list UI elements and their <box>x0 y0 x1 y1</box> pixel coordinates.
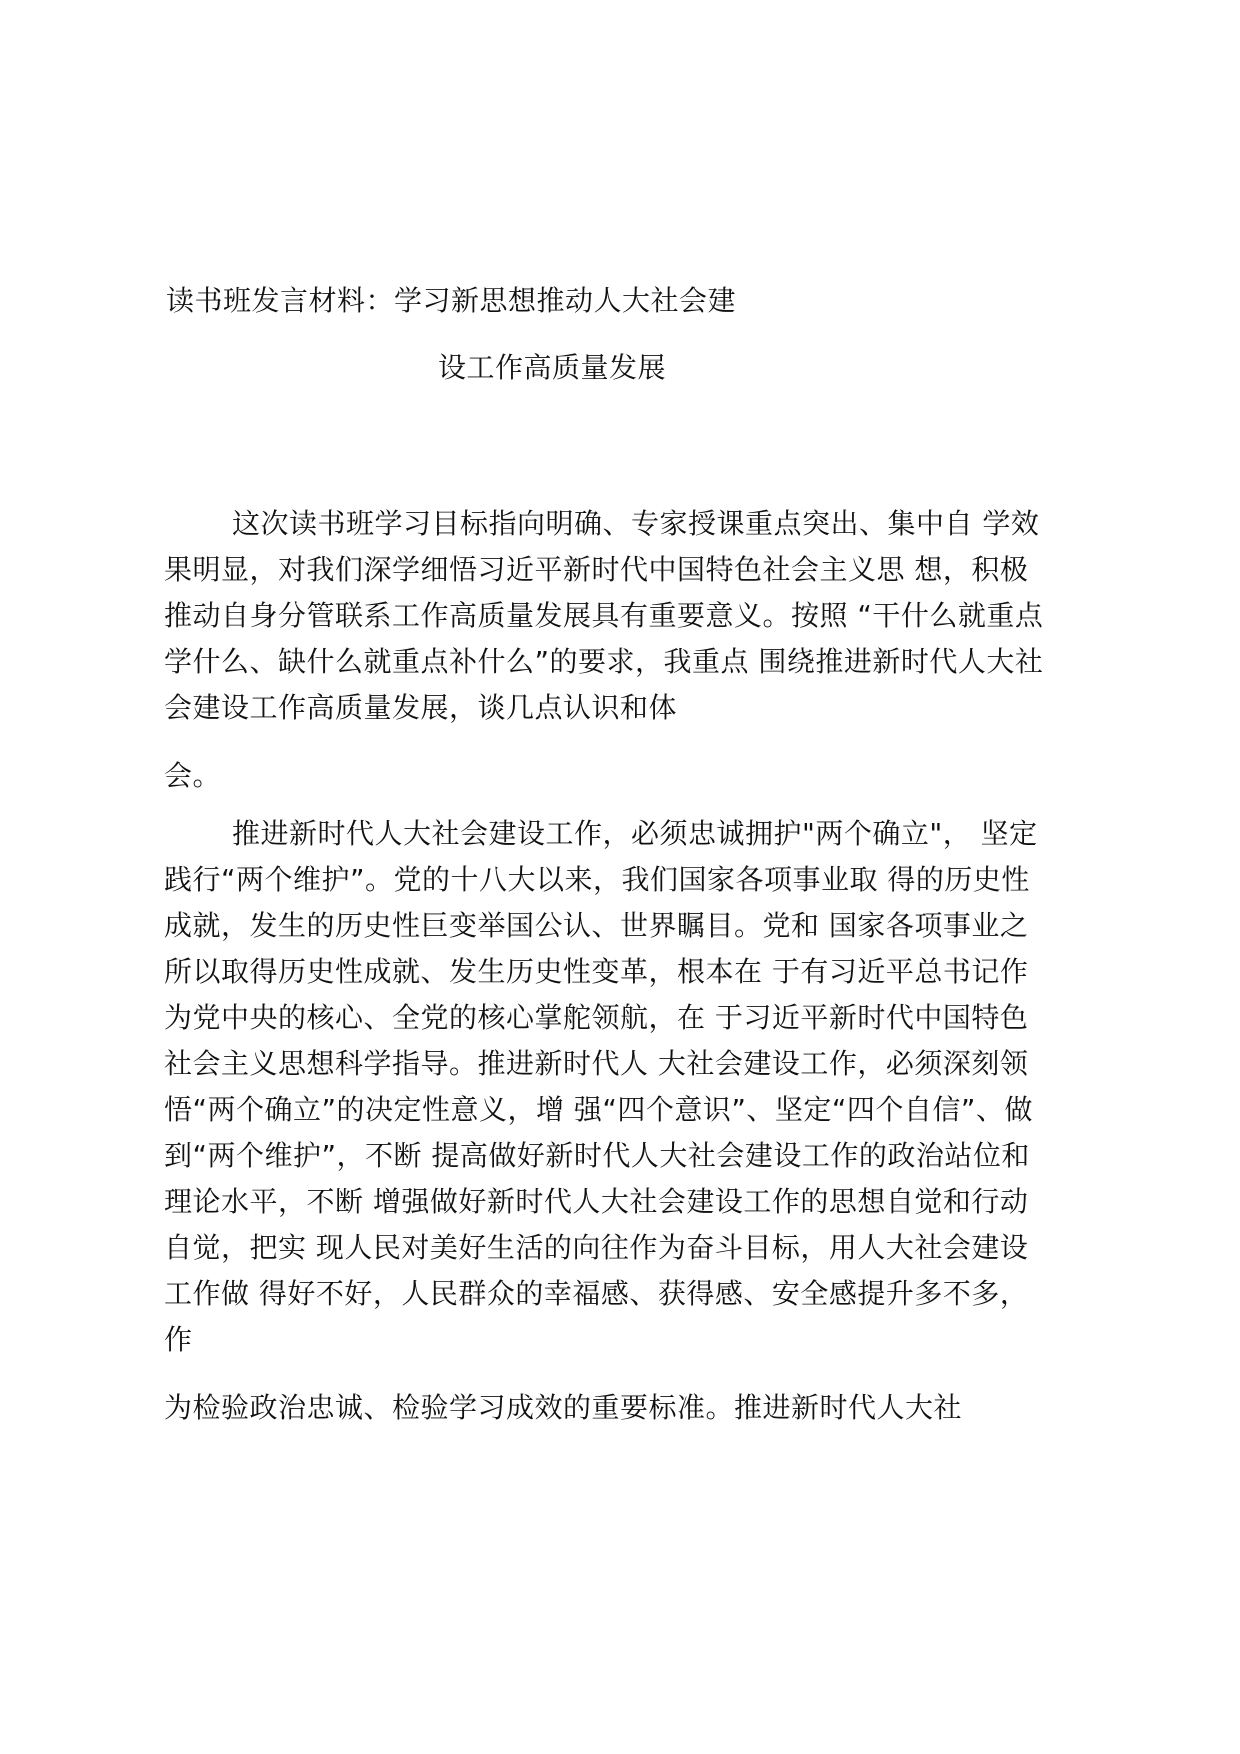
body-line-19: 为检验政治忠诚、检验学习成效的重要标准。推进新时代人大社 <box>164 1391 963 1424</box>
title-line-2: 设工作高质量发展 <box>438 351 667 384</box>
body-line-7: 推进新时代人大社会建设工作，必须忠诚拥护"两个确立"， 坚定 <box>232 817 1038 850</box>
body-line-1: 这次读书班学习目标指向明确、专家授课重点突出、集中自 学效 <box>232 507 1040 540</box>
body-line-15: 理论水平，不断 增强做好新时代人大社会建设工作的思想自觉和行动 <box>164 1185 1029 1218</box>
body-line-3: 推动自身分管联系工作高质量发展具有重要意义。按照 “干什么就重点 <box>164 599 1044 632</box>
body-line-10: 所以取得历史性成就、发生历史性变革，根本在 于有习近平总书记作 <box>164 955 1029 988</box>
body-line-5: 会建设工作高质量发展，谈几点认识和体 <box>164 691 678 724</box>
body-line-12: 社会主义思想科学指导。推进新时代人 大社会建设工作，必须深刻领 <box>164 1047 1029 1080</box>
body-line-11: 为党中央的核心、全党的核心掌舵领航，在 于习近平新时代中国特色 <box>164 1001 1029 1034</box>
body-line-9: 成就，发生的历史性巨变举国公认、世界瞩目。党和 国家各项事业之 <box>164 909 1029 942</box>
body-line-13: 悟“两个确立”的决定性意义，增 强“四个意识”、坚定“四个自信”、做 <box>164 1093 1033 1126</box>
body-line-18: 作 <box>164 1323 193 1356</box>
body-line-4: 学什么、缺什么就重点补什么”的要求，我重点 围绕推进新时代人大社 <box>164 645 1044 678</box>
body-line-8: 践行“两个维护”。党的十八大以来，我们国家各项事业取 得的历史性 <box>164 863 1030 896</box>
title-line-1: 读书班发言材料：学习新思想推动人大社会建 <box>166 284 737 317</box>
body-line-14: 到“两个维护”，不断 提高做好新时代人大社会建设工作的政治站位和 <box>164 1139 1030 1172</box>
body-line-17: 工作做 得好不好，人民群众的幸福感、获得感、安全感提升多不多， <box>164 1277 1029 1310</box>
body-line-16: 自觉，把实 现人民对美好生活的向往作为奋斗目标，用人大社会建设 <box>164 1231 1029 1264</box>
body-line-2: 果明显，对我们深学细悟习近平新时代中国特色社会主义思 想，积极 <box>164 553 1029 586</box>
body-line-6: 会。 <box>164 759 222 792</box>
